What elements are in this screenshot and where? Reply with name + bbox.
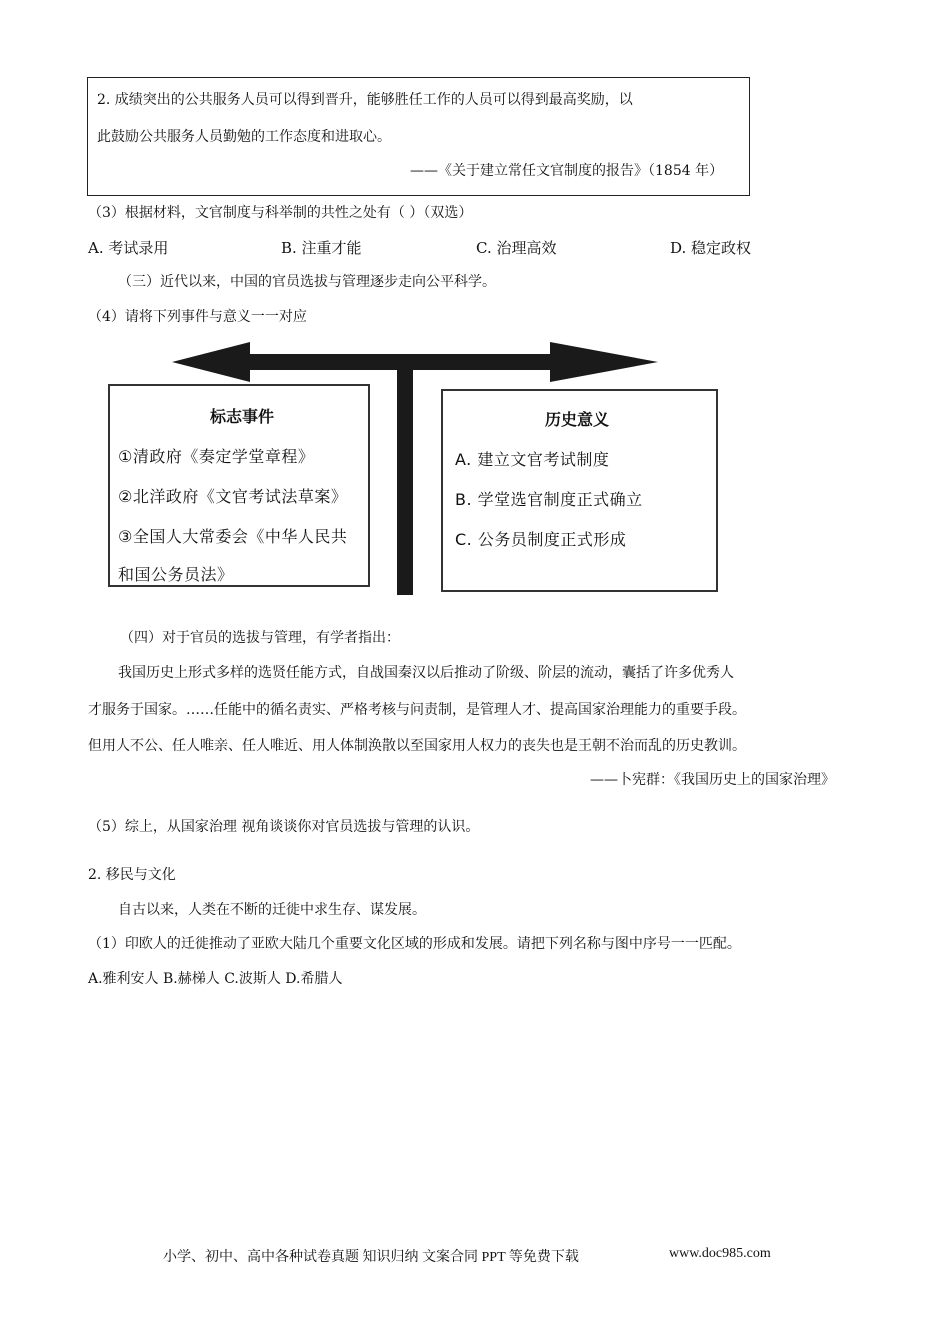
q4-stem: （4）请将下列事件与意义一一对应 — [88, 309, 307, 325]
event-item-1[interactable]: ①清政府《奏定学堂章程》 — [118, 447, 315, 466]
events-box-title: 标志事件 — [210, 407, 275, 426]
significance-box — [441, 389, 718, 592]
q3-option-b[interactable]: B. 注重才能 — [281, 239, 362, 257]
section-4-line-2: 才服务于国家。……任能中的循名责实、严格考核与问责制，是管理人才、提高国家治理能力的重要手段。 — [88, 702, 746, 718]
significance-item-b[interactable]: B. 学堂选官制度正式确立 — [455, 490, 643, 509]
arrow-left-head — [172, 342, 400, 382]
section-4-line-1: 我国历史上形式多样的选贤任能方式，自战国秦汉以后推动了阶级、阶层的流动，囊括了许多优秀人 — [118, 665, 734, 681]
arrow-right-head — [400, 342, 658, 382]
part-2-title: 2. 移民与文化 — [88, 867, 176, 883]
significance-box-title: 历史意义 — [545, 410, 610, 429]
part-2-choices: A.雅利安人 B.赫梯人 C.波斯人 D.希腊人 — [88, 971, 343, 987]
q5-stem: （5）综上，从国家治理 视角谈谈你对官员选拔与管理的认识。 — [88, 819, 480, 835]
footer-site[interactable]: www.doc985.com — [669, 1246, 771, 1261]
section-4-source: ——卜宪群：《我国历史上的国家治理》 — [590, 772, 835, 788]
event-item-3[interactable]: ③全国人大常委会《中华人民共 — [118, 527, 348, 546]
part-2-intro: 自古以来，人类在不断的迁徙中求生存、谋发展。 — [118, 902, 426, 918]
q3-option-a[interactable]: A. 考试录用 — [88, 239, 169, 257]
section-4-line-3: 但用人不公、任人唯亲、任人唯近、用人体制涣散以至国家用人权力的丧失也是王朝不治而乱的历史教训。 — [88, 738, 746, 754]
event-item-2[interactable]: ②北洋政府《文官考试法草案》 — [118, 487, 348, 506]
events-box — [108, 384, 370, 587]
quote-source: ——《关于建立常任文官制度的报告》（1854 年） — [410, 163, 724, 179]
arrow-stem — [397, 362, 413, 595]
q3-stem: （3）根据材料，文官制度与科举制的共性之处有（ ）（双选） — [88, 205, 473, 221]
q3-option-d[interactable]: D. 稳定政权 — [670, 239, 752, 257]
significance-item-a[interactable]: A. 建立文官考试制度 — [455, 450, 610, 469]
section-3-heading: （三）近代以来，中国的官员选拔与管理逐步走向公平科学。 — [118, 274, 496, 290]
q3-option-c[interactable]: C. 治理高效 — [476, 239, 557, 257]
quote-line-2: 此鼓励公共服务人员勤勉的工作态度和进取心。 — [97, 129, 391, 145]
event-item-3-cont: 和国公务员法》 — [118, 565, 234, 584]
section-4-intro: （四）对于官员的选拔与管理，有学者指出： — [120, 630, 400, 646]
footer-text: 小学、初中、高中各种试卷真题 知识归纳 文案合同 PPT 等免费下载 — [163, 1250, 579, 1265]
significance-item-c[interactable]: C. 公务员制度正式形成 — [455, 530, 627, 549]
part-2-q1: （1）印欧人的迁徙推动了亚欧大陆几个重要文化区域的形成和发展。请把下列名称与图中序号一一匹配。 — [88, 936, 741, 952]
quote-line-1: 2. 成绩突出的公共服务人员可以得到晋升，能够胜任工作的人员可以得到最高奖励，以 — [97, 92, 633, 108]
